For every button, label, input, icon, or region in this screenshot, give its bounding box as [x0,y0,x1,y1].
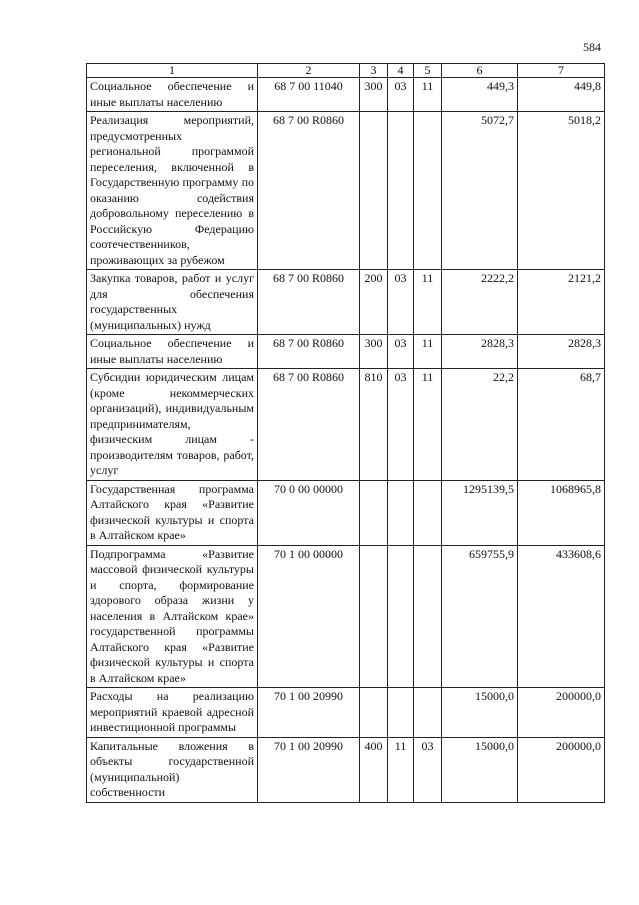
table-row [87,369,605,481]
amount-col-7: 449,8 [518,78,605,112]
expense-name: Подпрограмма «Развитие массовой физической культуры и спорта, формирование здорового образа жизни у населения в Алтайском крае» государственной программы Алтайского края «Развитие физической культуры и спорта в Алтайском крае» [87,545,258,688]
subsection-code: 03 [414,737,442,802]
expense-name: Расходы на реализацию мероприятий краевой адресной инвестиционной программы [87,688,258,738]
budget-table [86,63,605,803]
amount-col-7: 200000,0 [518,737,605,802]
amount-col-7: 1068965,8 [518,480,605,545]
section-code: 03 [388,78,414,112]
table-row [87,78,605,112]
target-code: 68 7 00 R0860 [258,369,360,481]
page-number: 584 [583,40,601,54]
target-code: 70 1 00 20990 [258,737,360,802]
subsection-code: 11 [414,78,442,112]
amount-col-7: 2121,2 [518,270,605,335]
expense-type-code: 200 [360,270,388,335]
column-header: 1 [87,64,258,78]
table-row [87,270,605,335]
amount-col-6: 15000,0 [442,737,518,802]
subsection-code [414,545,442,688]
target-code: 70 1 00 00000 [258,545,360,688]
subsection-code [414,688,442,738]
column-header: 2 [258,64,360,78]
section-code: 03 [388,335,414,369]
table-row [87,545,605,688]
amount-col-6: 15000,0 [442,688,518,738]
amount-col-7: 2828,3 [518,335,605,369]
target-code: 68 7 00 R0860 [258,270,360,335]
section-code [388,112,414,270]
column-header: 5 [414,64,442,78]
expense-type-code [360,480,388,545]
expense-type-code: 400 [360,737,388,802]
expense-type-code [360,112,388,270]
expense-type-code: 300 [360,335,388,369]
table-row [87,112,605,270]
amount-col-7: 433608,6 [518,545,605,688]
table-row [87,737,605,802]
section-code: 03 [388,369,414,481]
expense-name: Социальное обеспечение и иные выплаты населению [87,335,258,369]
amount-col-7: 200000,0 [518,688,605,738]
expense-name: Социальное обеспечение и иные выплаты населению [87,78,258,112]
subsection-code: 11 [414,369,442,481]
column-header: 3 [360,64,388,78]
table-header-row [87,64,605,78]
expense-name: Реализация мероприятий, предусмотренных региональной программой переселения, включенной в Государственную программу по оказанию содействия добровольному переселению в Российскую Федерацию соотечественников, проживающих за рубежом [87,112,258,270]
subsection-code [414,480,442,545]
amount-col-6: 1295139,5 [442,480,518,545]
amount-col-6: 659755,9 [442,545,518,688]
target-code: 68 7 00 R0860 [258,335,360,369]
expense-name: Закупка товаров, работ и услуг для обеспечения государственных (муниципальных) нужд [87,270,258,335]
expense-type-code: 300 [360,78,388,112]
expense-type-code [360,545,388,688]
target-code: 68 7 00 11040 [258,78,360,112]
section-code [388,545,414,688]
section-code [388,688,414,738]
subsection-code: 11 [414,335,442,369]
amount-col-6: 2222,2 [442,270,518,335]
subsection-code: 11 [414,270,442,335]
subsection-code [414,112,442,270]
amount-col-7: 68,7 [518,369,605,481]
expense-name: Государственная программа Алтайского края «Развитие физической культуры и спорта в Алтайском крае» [87,480,258,545]
expense-type-code: 810 [360,369,388,481]
expense-type-code [360,688,388,738]
section-code: 11 [388,737,414,802]
amount-col-7: 5018,2 [518,112,605,270]
amount-col-6: 2828,3 [442,335,518,369]
amount-col-6: 5072,7 [442,112,518,270]
table-row [87,688,605,738]
column-header: 4 [388,64,414,78]
target-code: 70 0 00 00000 [258,480,360,545]
column-header: 6 [442,64,518,78]
column-header: 7 [518,64,605,78]
section-code [388,480,414,545]
amount-col-6: 449,3 [442,78,518,112]
target-code: 70 1 00 20990 [258,688,360,738]
section-code: 03 [388,270,414,335]
table-row [87,335,605,369]
table-row [87,480,605,545]
amount-col-6: 22,2 [442,369,518,481]
target-code: 68 7 00 R0860 [258,112,360,270]
expense-name: Субсидии юридическим лицам (кроме некоммерческих организаций), индивидуальным предпринимателям, физическим лицам - производителям товаров, работ, услуг [87,369,258,481]
expense-name: Капитальные вложения в объекты государственной (муниципальной) собственности [87,737,258,802]
